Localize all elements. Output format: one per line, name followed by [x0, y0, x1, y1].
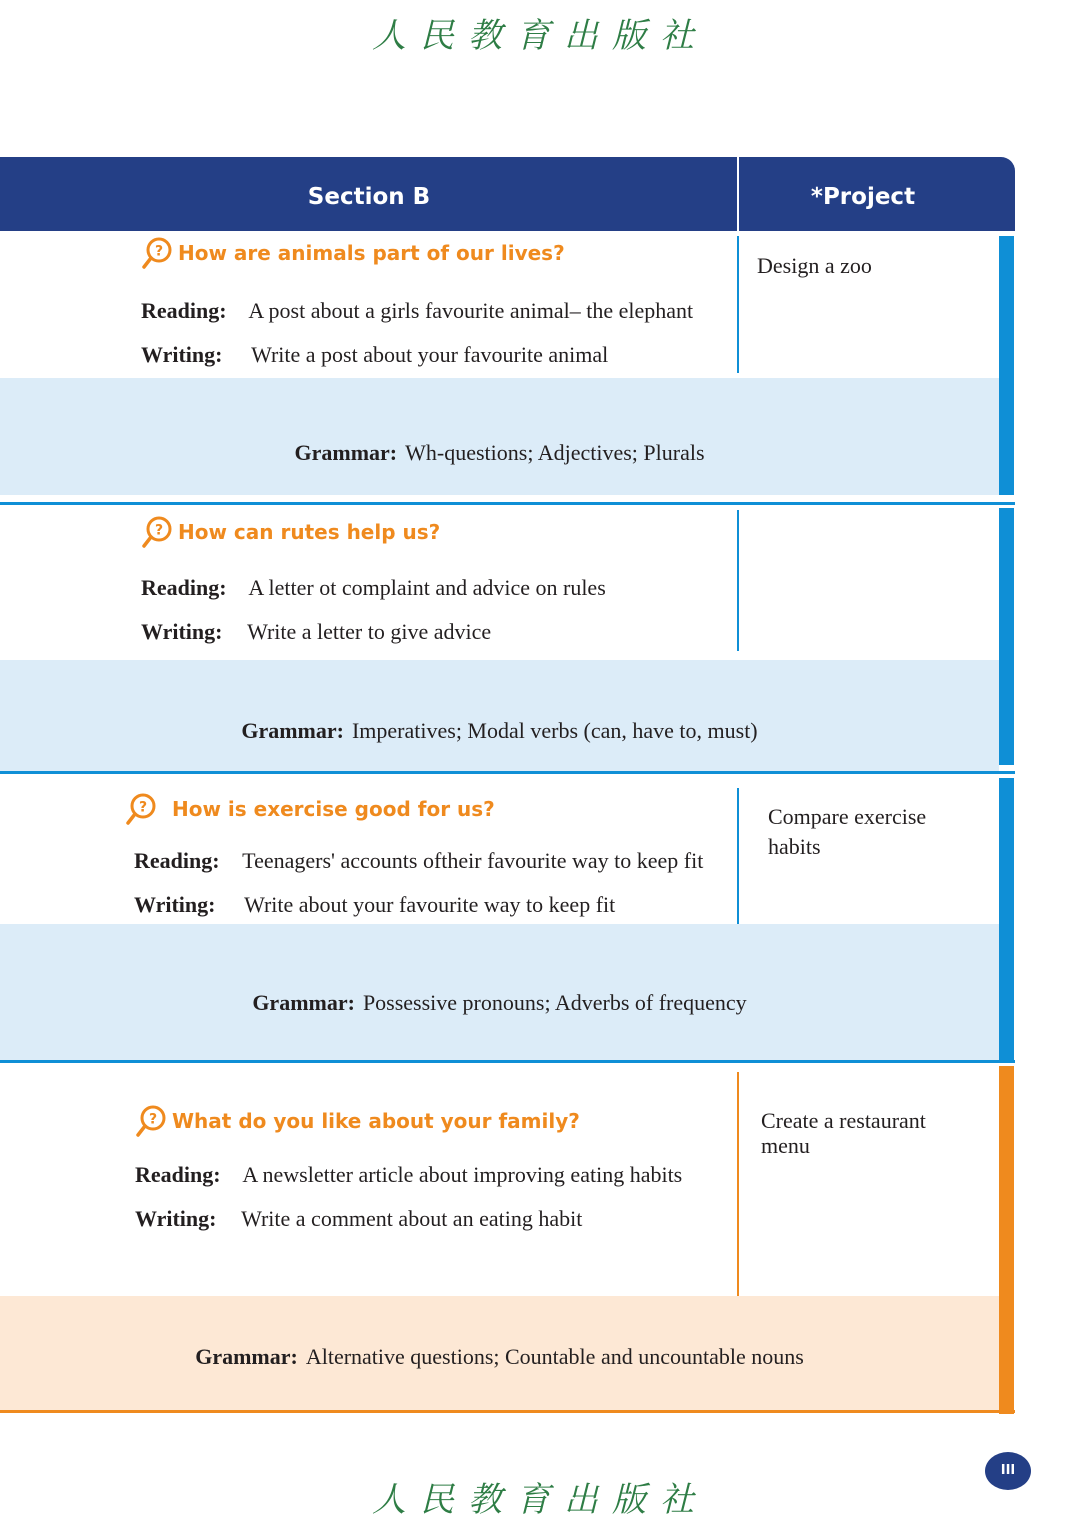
reading-label: Reading:: [141, 575, 227, 600]
unit-separator-line: [0, 502, 1015, 505]
question-text: How can rutes help us?: [178, 520, 441, 544]
table-header: [0, 157, 1015, 231]
writing-line: [141, 619, 491, 645]
unit-separator-line: [0, 771, 1015, 774]
writing-line: [141, 342, 608, 368]
writing-line: [134, 892, 615, 918]
unit-row-2: [0, 508, 1015, 776]
unit-separator: [0, 1370, 999, 1410]
grammar-label: Grammar:: [252, 990, 355, 1015]
writing-text: Write about your favourite way to keep fit: [244, 892, 616, 917]
unit-question: [124, 792, 495, 826]
reading-line: [141, 298, 693, 324]
header-divider: [737, 157, 739, 231]
unit-separator: [0, 744, 999, 771]
grammar-band: [0, 1296, 999, 1370]
writing-line: [135, 1206, 582, 1232]
grammar-band: [0, 924, 999, 1016]
reading-label: Reading:: [134, 848, 220, 873]
svg-text:?: ?: [148, 1111, 158, 1128]
unit-side-bar: [999, 778, 1014, 1060]
section-b-heading: Section B: [307, 184, 431, 210]
unit-question: [140, 236, 565, 270]
grammar-text: Imperatives; Modal verbs (can, have to, must): [351, 718, 758, 743]
reading-text: A post about a girls favourite animal– the elephant: [248, 298, 694, 323]
writing-text: Write a letter to give advice: [247, 619, 492, 644]
writing-text: Write a post about your favourite animal: [251, 342, 609, 367]
publisher-logo-bottom: [0, 1472, 1080, 1521]
unit-question: [140, 515, 440, 549]
column-divider: [737, 236, 739, 373]
reading-label: Reading:: [141, 298, 227, 323]
unit-row-3: [0, 776, 1015, 1066]
question-text: What do you like about your family?: [172, 1109, 580, 1133]
publisher-logo-top: [0, 8, 1080, 57]
unit-separator: [0, 466, 999, 495]
unit-separator: [0, 1016, 999, 1060]
question-icon: [134, 1104, 168, 1138]
reading-text: Teenagers' accounts oftheir favourite way to keep fit: [242, 848, 704, 873]
question-text: How is exercise good for us?: [172, 797, 495, 821]
question-text: How are animals part of our lives?: [178, 241, 565, 265]
reading-text: A newsletter article about improving eating habits: [242, 1162, 683, 1187]
grammar-label: Grammar:: [294, 440, 398, 465]
unit-separator-line: [0, 1060, 1015, 1063]
publisher-logo-text: 人民教育出版社: [372, 1480, 708, 1520]
project-text: Create a restaurant menu: [761, 1108, 926, 1158]
question-icon: [124, 792, 158, 826]
project-text: Compare exercise habits: [768, 804, 927, 859]
project-text: Design a zoo: [757, 253, 872, 278]
grammar-band: [0, 378, 999, 466]
column-divider: [737, 1072, 739, 1296]
column-divider: [737, 510, 739, 651]
unit-side-bar: [999, 508, 1014, 765]
question-icon: [140, 236, 174, 270]
unit-row-1: [0, 231, 1015, 499]
question-icon: [140, 515, 174, 549]
column-divider: [737, 788, 739, 928]
svg-text:?: ?: [154, 243, 164, 260]
grammar-text: Wh-questions; Adjectives; Plurals: [405, 440, 705, 465]
unit-side-bar: [999, 1066, 1014, 1414]
writing-label: Writing:: [141, 619, 223, 644]
reading-label: Reading:: [135, 1162, 221, 1187]
grammar-text: Alternative questions; Countable and uncountable nouns: [305, 1344, 804, 1369]
grammar-label: Grammar:: [241, 718, 344, 743]
reading-text: A letter ot complaint and advice on rules: [248, 575, 606, 600]
writing-label: Writing:: [141, 342, 223, 367]
unit-question: [134, 1104, 580, 1138]
writing-label: Writing:: [135, 1206, 217, 1231]
svg-text:?: ?: [154, 522, 164, 539]
reading-line: [141, 575, 606, 601]
writing-label: Writing:: [134, 892, 216, 917]
svg-text:?: ?: [138, 799, 148, 816]
reading-line: [135, 1162, 682, 1188]
writing-text: Write a comment about an eating habit: [241, 1206, 583, 1231]
grammar-band: [0, 660, 999, 744]
page-number-badge: III: [985, 1452, 1031, 1490]
grammar-label: Grammar:: [195, 1344, 298, 1369]
publisher-logo-text: 人民教育出版社: [372, 16, 708, 56]
project-heading: *Project: [810, 184, 916, 210]
unit-separator-line: [0, 1410, 1015, 1413]
unit-row-4: [0, 1066, 1015, 1416]
reading-line: [134, 848, 703, 874]
grammar-text: Possessive pronouns; Adverbs of frequency: [362, 990, 747, 1015]
unit-side-bar: [999, 236, 1014, 495]
